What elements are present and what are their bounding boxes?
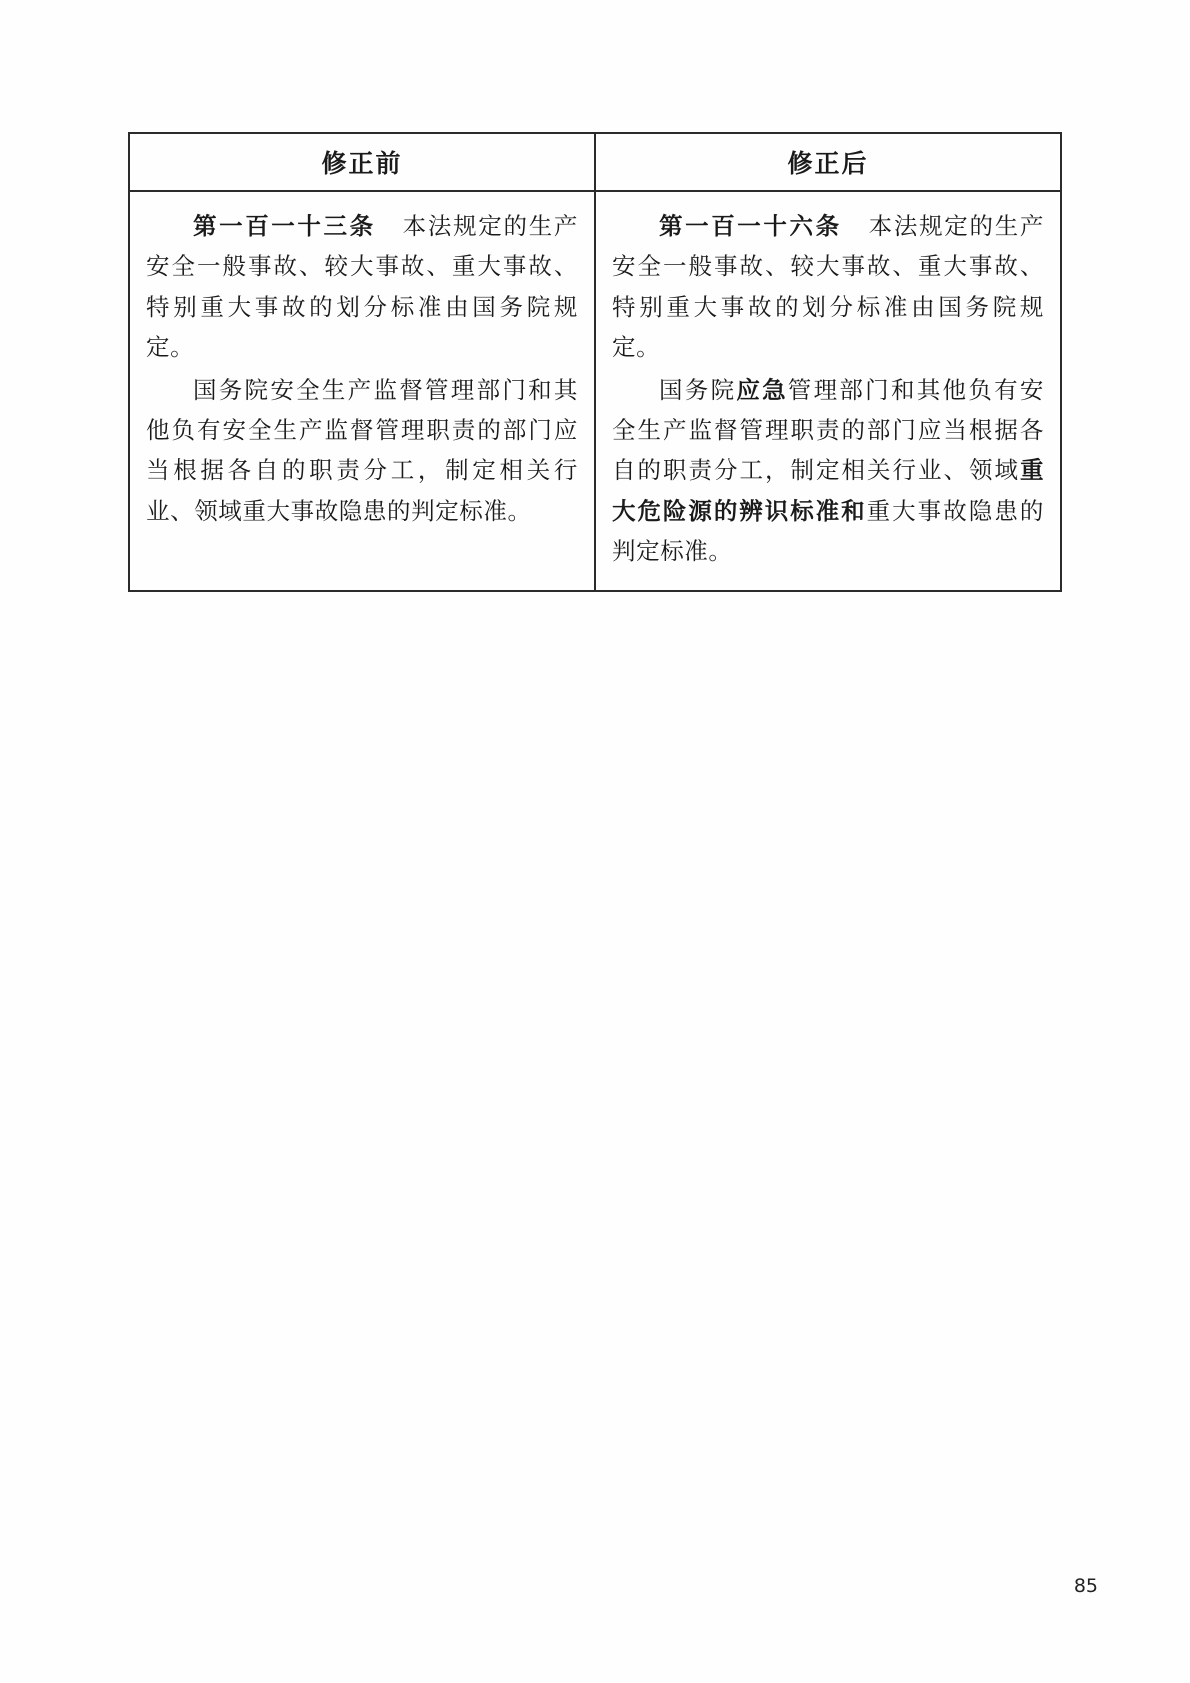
article-number: 第一百一十六条	[659, 212, 842, 240]
article-number: 第一百一十三条	[193, 212, 376, 240]
cell-before	[129, 191, 595, 591]
paragraph	[146, 206, 578, 368]
cell-after-text	[596, 192, 1060, 590]
cell-after	[595, 191, 1061, 591]
paragraph	[612, 206, 1044, 368]
table-row	[129, 191, 1061, 591]
body-text: 本法规定的生产安全一般事故、较大事故、重大事故、特别重大事故的划分标准由国务院规定。	[612, 212, 1045, 362]
emphasized-text: 应急	[736, 375, 788, 404]
body-text: 本法规定的生产安全一般事故、较大事故、重大事故、特别重大事故的划分标准由国务院规定。	[146, 212, 579, 362]
body-text: 国务院安全生产监督管理部门和其他负有安全生产监督管理职责的部门应当根据各自的职责分工，制定相关行业、领域重大事故隐患的判定标准。	[146, 375, 578, 525]
body-text: 国务院	[659, 375, 737, 404]
table-header-row	[129, 133, 1061, 191]
body-text: 管理部门和其他负有安全生产监督管理职责的部门应当根据各自的职责分工，制定相关行业、领域	[612, 375, 1045, 485]
cell-before-text	[130, 192, 594, 549]
paragraph	[612, 370, 1044, 572]
emphasized-text: 重大危险源的辨识标准和	[612, 456, 1044, 525]
column-header-before: 修正前	[129, 133, 595, 191]
column-header-after: 修正后	[595, 133, 1061, 191]
paragraph	[146, 370, 578, 532]
page-number: 85	[1073, 1575, 1098, 1597]
body-text: 重大事故隐患的判定标准。	[612, 496, 1044, 566]
amendment-comparison-table	[128, 132, 1062, 592]
